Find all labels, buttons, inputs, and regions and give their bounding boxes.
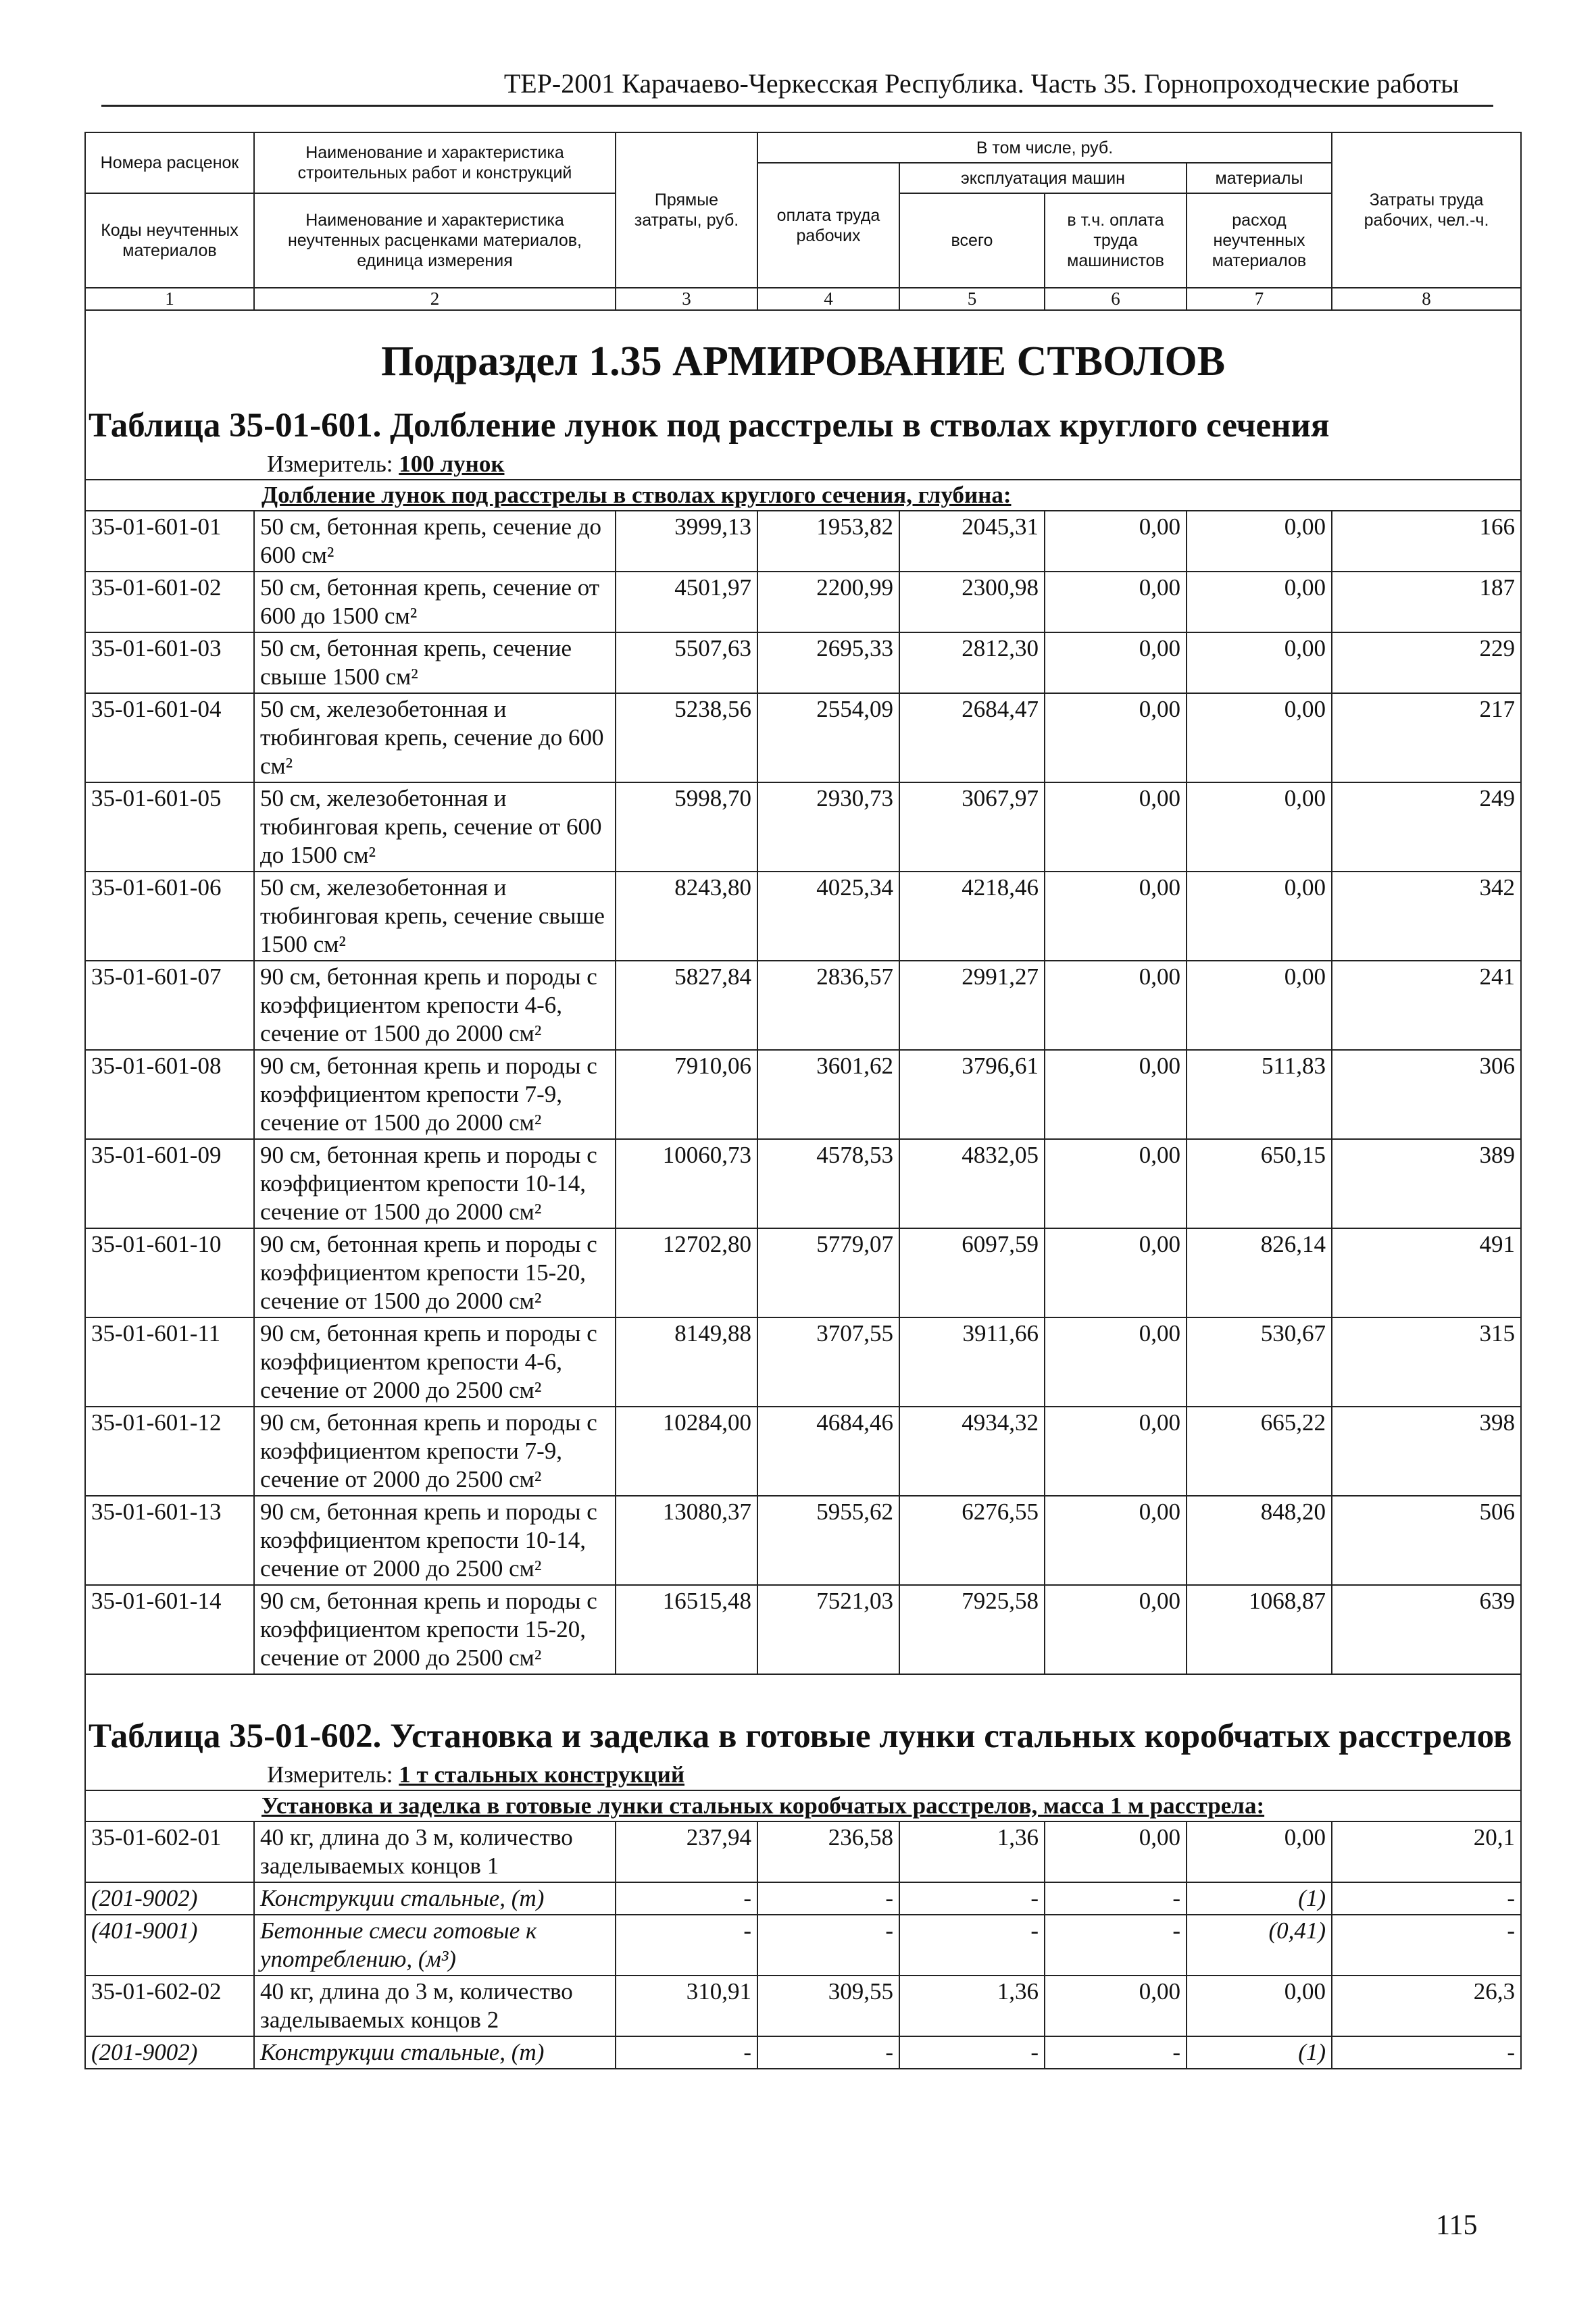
column-number: 7 bbox=[1187, 288, 1332, 310]
rate-code: 35-01-601-06 bbox=[85, 872, 254, 961]
machinists-pay: 0,00 bbox=[1045, 511, 1187, 572]
labor-pay: 5955,62 bbox=[757, 1496, 899, 1585]
rate-row bbox=[85, 1139, 1521, 1228]
header-unaccounted-codes: Коды неучтенных материалов bbox=[85, 193, 254, 288]
rate-code: 35-01-601-07 bbox=[85, 961, 254, 1050]
direct-costs: 16515,48 bbox=[616, 1585, 757, 1674]
rate-row bbox=[85, 1407, 1521, 1496]
materials-cost: 650,15 bbox=[1187, 1139, 1332, 1228]
work-name: 90 см, бетонная крепь и породы с коэффициентом крепости 10-14, сечение от 2000 до 2500 см² bbox=[254, 1496, 616, 1585]
labor-hours: 315 bbox=[1332, 1317, 1521, 1407]
direct-costs: 10060,73 bbox=[616, 1139, 757, 1228]
rate-row bbox=[85, 872, 1521, 961]
work-name: 90 см, бетонная крепь и породы с коэффициентом крепости 4-6, сечение от 2000 до 2500 см² bbox=[254, 1317, 616, 1407]
work-name: 50 см, железобетонная и тюбинговая крепь, сечение до 600 см² bbox=[254, 693, 616, 782]
direct-costs: 13080,37 bbox=[616, 1496, 757, 1585]
materials-cost: 0,00 bbox=[1187, 1976, 1332, 2036]
measure-value: 100 лунок bbox=[399, 451, 505, 477]
materials-cost: 0,00 bbox=[1187, 961, 1332, 1050]
table-gap-row bbox=[85, 1674, 1521, 1705]
page-number: 115 bbox=[1436, 2210, 1478, 2241]
labor-pay: 4025,34 bbox=[757, 872, 899, 961]
rate-row bbox=[85, 782, 1521, 872]
machines-total: 2812,30 bbox=[899, 632, 1045, 693]
rate-row bbox=[85, 1821, 1521, 1882]
direct-costs: 4501,97 bbox=[616, 572, 757, 632]
group-heading: Долбление лунок под расстрелы в стволах круглого сечения, глубина: bbox=[85, 480, 1521, 511]
materials-cost: 826,14 bbox=[1187, 1228, 1332, 1317]
labor-hours: 229 bbox=[1332, 632, 1521, 693]
machines-total: 2300,98 bbox=[899, 572, 1045, 632]
column-number: 4 bbox=[757, 288, 899, 310]
measure-unit bbox=[85, 1760, 1521, 1790]
machinists-pay: - bbox=[1045, 1915, 1187, 1976]
header-machinists-pay: в т.ч. оплата труда машинистов bbox=[1045, 193, 1187, 288]
rate-row bbox=[85, 1496, 1521, 1585]
machines-total: 4832,05 bbox=[899, 1139, 1045, 1228]
direct-costs: 10284,00 bbox=[616, 1407, 757, 1496]
materials-cost: (1) bbox=[1187, 1882, 1332, 1915]
group-heading: Установка и заделка в готовые лунки стальных коробчатых расстрелов, масса 1 м расстрела: bbox=[85, 1790, 1521, 1821]
column-number: 5 bbox=[899, 288, 1045, 310]
machines-total: 1,36 bbox=[899, 1976, 1045, 2036]
work-name: 90 см, бетонная крепь и породы с коэффициентом крепости 7-9, сечение от 2000 до 2500 см² bbox=[254, 1407, 616, 1496]
materials-cost: 530,67 bbox=[1187, 1317, 1332, 1407]
rate-row bbox=[85, 1228, 1521, 1317]
machinists-pay: 0,00 bbox=[1045, 1317, 1187, 1407]
material-row bbox=[85, 1882, 1521, 1915]
work-name: 50 см, бетонная крепь, сечение свыше 1500 см² bbox=[254, 632, 616, 693]
group-heading-row bbox=[85, 480, 1521, 511]
machines-total: - bbox=[899, 2036, 1045, 2069]
rate-row bbox=[85, 961, 1521, 1050]
labor-hours: 166 bbox=[1332, 511, 1521, 572]
rate-code: 35-01-601-08 bbox=[85, 1050, 254, 1139]
rate-row bbox=[85, 1585, 1521, 1674]
running-header: ТЕР-2001 Карачаево-Черкесская Республика. Часть 35. Горнопроходческие работы bbox=[503, 68, 1460, 99]
materials-cost: 0,00 bbox=[1187, 511, 1332, 572]
machinists-pay: 0,00 bbox=[1045, 1976, 1187, 2036]
rate-code: 35-01-601-04 bbox=[85, 693, 254, 782]
materials-cost: 0,00 bbox=[1187, 632, 1332, 693]
work-name: 90 см, бетонная крепь и породы с коэффициентом крепости 15-20, сечение от 2000 до 2500 см² bbox=[254, 1585, 616, 1674]
machines-total: 3911,66 bbox=[899, 1317, 1045, 1407]
labor-pay: 2930,73 bbox=[757, 782, 899, 872]
material-row bbox=[85, 2036, 1521, 2069]
direct-costs: 5507,63 bbox=[616, 632, 757, 693]
column-number: 6 bbox=[1045, 288, 1187, 310]
direct-costs: 7910,06 bbox=[616, 1050, 757, 1139]
direct-costs: 5998,70 bbox=[616, 782, 757, 872]
header-rate-number: Номера расценок bbox=[85, 132, 254, 193]
measure-label: Измеритель: bbox=[267, 1761, 393, 1788]
header-materials: материалы bbox=[1187, 163, 1332, 193]
rate-code: 35-01-602-02 bbox=[85, 1976, 254, 2036]
rate-code: 35-01-601-03 bbox=[85, 632, 254, 693]
labor-hours: 187 bbox=[1332, 572, 1521, 632]
labor-pay: 3707,55 bbox=[757, 1317, 899, 1407]
materials-cost: 665,22 bbox=[1187, 1407, 1332, 1496]
machinists-pay: 0,00 bbox=[1045, 1228, 1187, 1317]
labor-pay: 3601,62 bbox=[757, 1050, 899, 1139]
direct-costs: 237,94 bbox=[616, 1821, 757, 1882]
header-direct-costs: Прямые затраты, руб. bbox=[616, 132, 757, 288]
labor-hours: 217 bbox=[1332, 693, 1521, 782]
header-materials-consumption: расход неучтенных материалов bbox=[1187, 193, 1332, 288]
machinists-pay: 0,00 bbox=[1045, 872, 1187, 961]
rate-row bbox=[85, 572, 1521, 632]
direct-costs: 310,91 bbox=[616, 1976, 757, 2036]
materials-cost: 0,00 bbox=[1187, 1821, 1332, 1882]
work-name: 90 см, бетонная крепь и породы с коэффициентом крепости 4-6, сечение от 1500 до 2000 см² bbox=[254, 961, 616, 1050]
machinists-pay: - bbox=[1045, 2036, 1187, 2069]
machines-total: 2684,47 bbox=[899, 693, 1045, 782]
labor-hours: 639 bbox=[1332, 1585, 1521, 1674]
work-name: 40 кг, длина до 3 м, количество заделываемых концов 2 bbox=[254, 1976, 616, 2036]
work-name: 90 см, бетонная крепь и породы с коэффициентом крепости 10-14, сечение от 1500 до 2000 см² bbox=[254, 1139, 616, 1228]
labor-hours: 506 bbox=[1332, 1496, 1521, 1585]
rate-code: (201-9002) bbox=[85, 1882, 254, 1915]
machinists-pay: 0,00 bbox=[1045, 693, 1187, 782]
work-name: Конструкции стальные, (т) bbox=[254, 1882, 616, 1915]
machinists-pay: 0,00 bbox=[1045, 1821, 1187, 1882]
work-name: Бетонные смеси готовые к употреблению, (м³) bbox=[254, 1915, 616, 1976]
machinists-pay: - bbox=[1045, 1882, 1187, 1915]
header-machines-total: всего bbox=[899, 193, 1045, 288]
direct-costs: 8149,88 bbox=[616, 1317, 757, 1407]
materials-cost: (0,41) bbox=[1187, 1915, 1332, 1976]
labor-pay: 2554,09 bbox=[757, 693, 899, 782]
rate-row bbox=[85, 1050, 1521, 1139]
rate-code: (201-9002) bbox=[85, 2036, 254, 2069]
machines-total: 4218,46 bbox=[899, 872, 1045, 961]
machinists-pay: 0,00 bbox=[1045, 632, 1187, 693]
measure-label: Измеритель: bbox=[267, 451, 393, 477]
work-name: 90 см, бетонная крепь и породы с коэффициентом крепости 7-9, сечение от 1500 до 2000 см² bbox=[254, 1050, 616, 1139]
labor-pay: - bbox=[757, 1915, 899, 1976]
header-including: В том числе, руб. bbox=[757, 132, 1332, 163]
labor-hours: - bbox=[1332, 2036, 1521, 2069]
rate-code: (401-9001) bbox=[85, 1915, 254, 1976]
materials-cost: 511,83 bbox=[1187, 1050, 1332, 1139]
machinists-pay: 0,00 bbox=[1045, 1585, 1187, 1674]
header-labor-pay: оплата труда рабочих bbox=[757, 163, 899, 288]
column-number: 1 bbox=[85, 288, 254, 310]
machines-total: 2045,31 bbox=[899, 511, 1045, 572]
machines-total: 3796,61 bbox=[899, 1050, 1045, 1139]
rate-row bbox=[85, 693, 1521, 782]
measure-unit bbox=[85, 449, 1521, 480]
work-name: Конструкции стальные, (т) bbox=[254, 2036, 616, 2069]
rate-row bbox=[85, 1976, 1521, 2036]
material-row bbox=[85, 1915, 1521, 1976]
work-name: 50 см, железобетонная и тюбинговая крепь, сечение свыше 1500 см² bbox=[254, 872, 616, 961]
labor-pay: 309,55 bbox=[757, 1976, 899, 2036]
table-gap-cell bbox=[85, 1674, 1521, 1705]
materials-cost: 0,00 bbox=[1187, 782, 1332, 872]
machinists-pay: 0,00 bbox=[1045, 1139, 1187, 1228]
labor-hours: 241 bbox=[1332, 961, 1521, 1050]
column-number: 2 bbox=[254, 288, 616, 310]
work-name: 50 см, железобетонная и тюбинговая крепь, сечение от 600 до 1500 см² bbox=[254, 782, 616, 872]
measure-row bbox=[85, 1760, 1521, 1790]
rate-row bbox=[85, 632, 1521, 693]
work-name: 50 см, бетонная крепь, сечение до 600 см² bbox=[254, 511, 616, 572]
rate-code: 35-01-601-10 bbox=[85, 1228, 254, 1317]
machines-total: 2991,27 bbox=[899, 961, 1045, 1050]
machines-total: 7925,58 bbox=[899, 1585, 1045, 1674]
table-title: Таблица 35-01-602. Установка и заделка в готовые лунки стальных коробчатых расстрелов bbox=[85, 1705, 1521, 1760]
labor-hours: 398 bbox=[1332, 1407, 1521, 1496]
rate-code: 35-01-601-12 bbox=[85, 1407, 254, 1496]
materials-cost: 848,20 bbox=[1187, 1496, 1332, 1585]
work-name: 40 кг, длина до 3 м, количество заделываемых концов 1 bbox=[254, 1821, 616, 1882]
materials-cost: 0,00 bbox=[1187, 572, 1332, 632]
machinists-pay: 0,00 bbox=[1045, 782, 1187, 872]
group-heading-row bbox=[85, 1790, 1521, 1821]
machines-total: - bbox=[899, 1915, 1045, 1976]
direct-costs: 8243,80 bbox=[616, 872, 757, 961]
machines-total: 6276,55 bbox=[899, 1496, 1045, 1585]
direct-costs: 3999,13 bbox=[616, 511, 757, 572]
machines-total: 1,36 bbox=[899, 1821, 1045, 1882]
rate-code: 35-01-601-13 bbox=[85, 1496, 254, 1585]
materials-cost: (1) bbox=[1187, 2036, 1332, 2069]
labor-hours: - bbox=[1332, 1915, 1521, 1976]
header-work-name: Наименование и характеристика строительных работ и конструкций bbox=[254, 132, 616, 193]
table-title: Таблица 35-01-601. Долбление лунок под расстрелы в стволах круглого сечения bbox=[85, 394, 1521, 449]
rate-code: 35-01-601-01 bbox=[85, 511, 254, 572]
labor-pay: 2695,33 bbox=[757, 632, 899, 693]
rate-code: 35-01-601-14 bbox=[85, 1585, 254, 1674]
labor-pay: - bbox=[757, 1882, 899, 1915]
labor-hours: 342 bbox=[1332, 872, 1521, 961]
labor-hours: 26,3 bbox=[1332, 1976, 1521, 2036]
header-labor-hours: Затраты труда рабочих, чел.-ч. bbox=[1332, 132, 1521, 288]
labor-pay: 5779,07 bbox=[757, 1228, 899, 1317]
direct-costs: - bbox=[616, 1915, 757, 1976]
rates-table bbox=[84, 132, 1522, 2069]
rate-code: 35-01-602-01 bbox=[85, 1821, 254, 1882]
machinists-pay: 0,00 bbox=[1045, 1050, 1187, 1139]
work-name: 90 см, бетонная крепь и породы с коэффициентом крепости 15-20, сечение от 1500 до 2000 см² bbox=[254, 1228, 616, 1317]
direct-costs: 5827,84 bbox=[616, 961, 757, 1050]
labor-pay: 1953,82 bbox=[757, 511, 899, 572]
price-table bbox=[84, 132, 1520, 2179]
materials-cost: 1068,87 bbox=[1187, 1585, 1332, 1674]
header-rule bbox=[101, 105, 1493, 107]
machinists-pay: 0,00 bbox=[1045, 572, 1187, 632]
labor-pay: 4684,46 bbox=[757, 1407, 899, 1496]
labor-pay: 4578,53 bbox=[757, 1139, 899, 1228]
machines-total: 4934,32 bbox=[899, 1407, 1045, 1496]
labor-pay: - bbox=[757, 2036, 899, 2069]
header-machines: эксплуатация машин bbox=[899, 163, 1187, 193]
machinists-pay: 0,00 bbox=[1045, 961, 1187, 1050]
rate-code: 35-01-601-05 bbox=[85, 782, 254, 872]
rate-code: 35-01-601-02 bbox=[85, 572, 254, 632]
rate-code: 35-01-601-11 bbox=[85, 1317, 254, 1407]
work-name: 50 см, бетонная крепь, сечение от 600 до 1500 см² bbox=[254, 572, 616, 632]
machinists-pay: 0,00 bbox=[1045, 1496, 1187, 1585]
materials-cost: 0,00 bbox=[1187, 872, 1332, 961]
measure-value: 1 т стальных конструкций bbox=[399, 1761, 684, 1788]
direct-costs: 5238,56 bbox=[616, 693, 757, 782]
column-number: 8 bbox=[1332, 288, 1521, 310]
direct-costs: - bbox=[616, 1882, 757, 1915]
machines-total: 6097,59 bbox=[899, 1228, 1045, 1317]
materials-cost: 0,00 bbox=[1187, 693, 1332, 782]
header-unaccounted-name: Наименование и характеристика неучтенных расценками материалов, единица измерения bbox=[254, 193, 616, 288]
rate-row bbox=[85, 1317, 1521, 1407]
labor-pay: 236,58 bbox=[757, 1821, 899, 1882]
direct-costs: 12702,80 bbox=[616, 1228, 757, 1317]
column-number-row bbox=[85, 288, 1521, 310]
labor-hours: 306 bbox=[1332, 1050, 1521, 1139]
table-title-row bbox=[85, 1705, 1521, 1760]
table-title-row bbox=[85, 394, 1521, 449]
labor-pay: 2200,99 bbox=[757, 572, 899, 632]
labor-pay: 7521,03 bbox=[757, 1585, 899, 1674]
rate-code: 35-01-601-09 bbox=[85, 1139, 254, 1228]
direct-costs: - bbox=[616, 2036, 757, 2069]
labor-hours: 20,1 bbox=[1332, 1821, 1521, 1882]
labor-hours: - bbox=[1332, 1882, 1521, 1915]
machines-total: - bbox=[899, 1882, 1045, 1915]
labor-hours: 491 bbox=[1332, 1228, 1521, 1317]
section-title: Подраздел 1.35 АРМИРОВАНИЕ СТВОЛОВ bbox=[85, 310, 1521, 394]
column-number: 3 bbox=[616, 288, 757, 310]
machines-total: 3067,97 bbox=[899, 782, 1045, 872]
labor-hours: 389 bbox=[1332, 1139, 1521, 1228]
measure-row bbox=[85, 449, 1521, 480]
rate-row bbox=[85, 511, 1521, 572]
labor-pay: 2836,57 bbox=[757, 961, 899, 1050]
labor-hours: 249 bbox=[1332, 782, 1521, 872]
machinists-pay: 0,00 bbox=[1045, 1407, 1187, 1496]
